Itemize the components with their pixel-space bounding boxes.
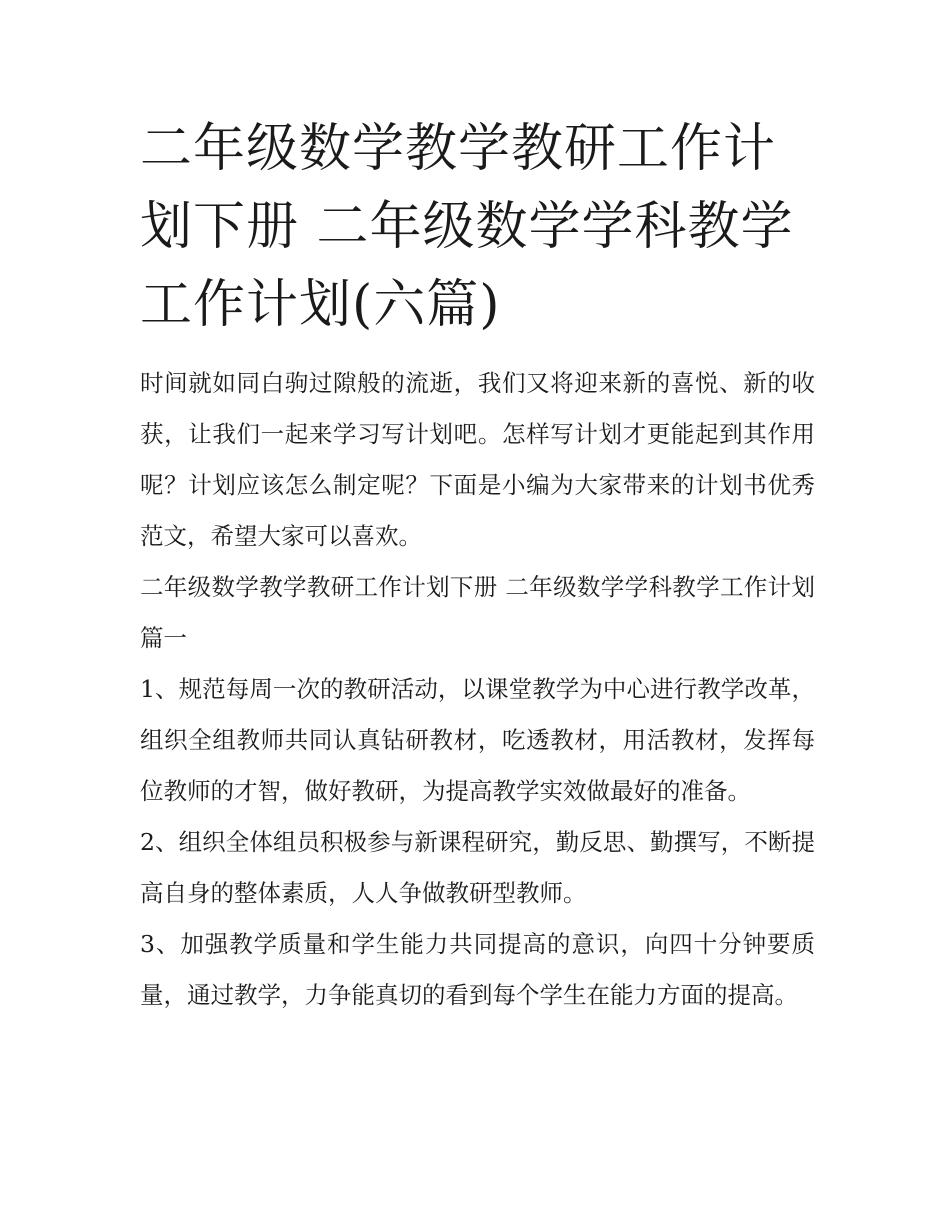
list-item: 2、组织全体组员积极参与新课程研究，勤反思、勤撰写，不断提高自身的整体素质，人人争做教研型教师。 — [140, 828, 815, 907]
list-item: 1、规范每周一次的教研活动，以课堂教学为中心进行教学改革，组织全组教师共同认真钻研教材，吃透教材，用活教材，发挥每位教师的才智，做好教研，为提高教学实效做最好的准备。 — [140, 675, 815, 805]
list-item: 3、加强教学质量和学生能力共同提高的意识，向四十分钟要质量，通过教学，力争能真切的看到每个学生在能力方面的提高。 — [140, 930, 815, 1009]
intro-paragraph: 时间就如同白驹过隙般的流逝，我们又将迎来新的喜悦、新的收获，让我们一起来学习写计划吧。怎样写计划才更能起到其作用呢？计划应该怎么制定呢？下面是小编为大家带来的计划书优秀范文，希望大家可以喜欢。 — [140, 369, 815, 550]
document-title: 二年级数学教学教研工作计划下册 二年级数学学科教学工作计划(六篇) — [140, 119, 794, 335]
document-body — [140, 110, 815, 1021]
section-heading: 二年级数学教学教研工作计划下册 二年级数学学科教学工作计划篇一 — [140, 573, 815, 652]
title-block — [140, 110, 815, 344]
